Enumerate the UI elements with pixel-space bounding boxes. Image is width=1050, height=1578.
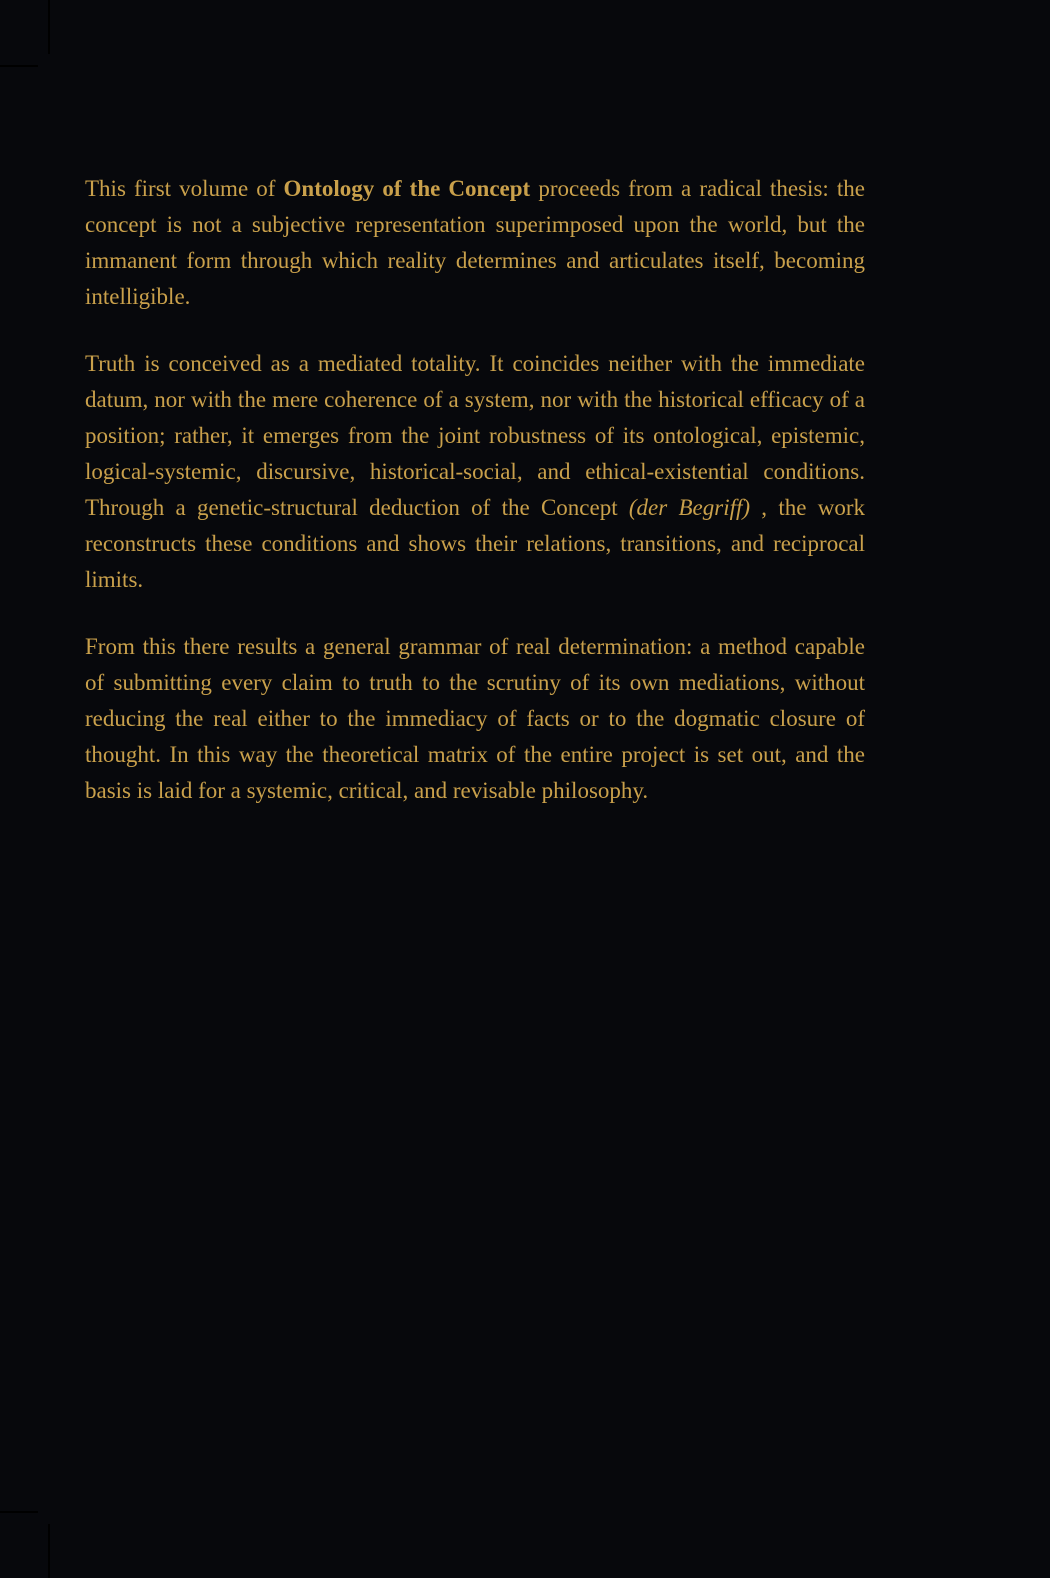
paragraph-thesis xyxy=(85,171,865,315)
paragraph-thesis-intro: This first volume of xyxy=(85,176,284,201)
crop-mark-bottom-left-horizontal xyxy=(0,1511,38,1513)
book-title: Ontology of the Concept xyxy=(283,176,531,201)
paragraph-thesis-body: proceeds from a radical thesis: the concept is not a subjective representation superimposed upon the world, but the immanent form through which reality determines and articulates itself, becoming intelligible. xyxy=(85,176,865,309)
german-term: (der Begriff) xyxy=(628,495,751,520)
paragraph-truth xyxy=(85,346,865,598)
paragraph-method: From this there results a general grammar of real determination: a method capable of submitting every claim to truth to the scrutiny of its own mediations, without reducing the real either to the immediacy of facts or to the dogmatic closure of thought. In this way the theoretical matrix of the entire project is set out, and the basis is laid for a systemic, critical, and revisable philosophy. xyxy=(85,634,865,803)
crop-mark-top-left-vertical xyxy=(48,0,50,54)
crop-mark-bottom-left-vertical xyxy=(48,1524,50,1578)
paragraph-truth-end: , the work reconstructs these conditions and shows their relations, transitions, and reciprocal limits. xyxy=(85,495,865,592)
crop-mark-top-left-horizontal xyxy=(0,65,38,67)
paragraph-truth-body: Truth is conceived as a mediated totality. It coincides neither with the immediate datum, nor with the mere coherence of a system, nor with the historical efficacy of a position; rather, it emerges from the joint robustness of its ontological, epistemic, logical-systemic, discursive, historical-social, and ethical-existential conditions. Through a genetic-structural deduction of the Concept xyxy=(85,351,865,520)
back-cover-text xyxy=(85,171,865,840)
